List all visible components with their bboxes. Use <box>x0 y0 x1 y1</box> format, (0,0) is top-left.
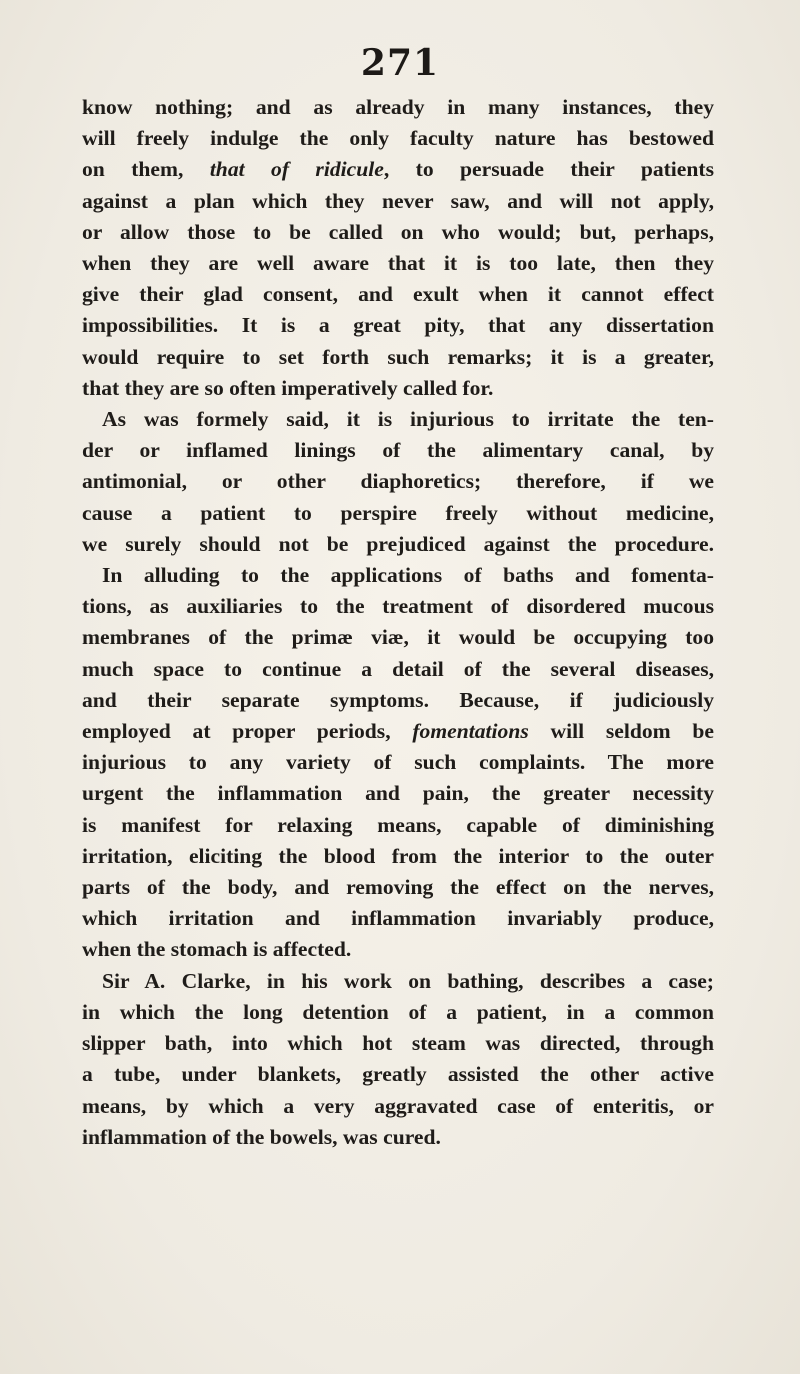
text-line: is manifest for relaxing means, capable of diminishing <box>82 812 714 837</box>
text-segment: will seldom be <box>528 719 714 744</box>
text-line: impossibilities. It is a great pity, that any dissertation <box>82 313 714 338</box>
italic-phrase: that of ridicule <box>209 157 384 182</box>
text-line: when they are well aware that it is too late, then they <box>82 251 714 276</box>
text-line: membranes of the primæ viæ, it would be occupying too <box>82 625 714 650</box>
text-line: In alluding to the applications of baths and fomenta- <box>102 563 714 588</box>
text-line: cause a patient to perspire freely without medicine, <box>82 500 714 525</box>
text-line: when the stomach is affected. <box>82 937 352 962</box>
text-line: give their glad consent, and exult when it cannot effect <box>82 282 714 307</box>
text-segment: , to persuade their patients <box>383 157 714 182</box>
text-line <box>82 716 714 747</box>
text-line: which irritation and inflammation invariably produce, <box>82 906 714 931</box>
text-line: we surely should not be prejudiced against the procedure. <box>82 531 714 556</box>
text-line: that they are so often imperatively called for. <box>82 375 494 400</box>
text-line: would require to set forth such remarks; it is a greater, <box>82 344 714 369</box>
text-line: means, by which a very aggravated case of enteritis, or <box>82 1093 714 1118</box>
text-line: parts of the body, and removing the effect on the nerves, <box>82 875 714 900</box>
text-segment: on them, <box>82 157 210 182</box>
text-line: know nothing; and as already in many instances, they <box>82 95 714 119</box>
text-line: antimonial, or other diaphoretics; therefore, if we <box>82 469 714 494</box>
text-line: against a plan which they never saw, and will not apply, <box>82 188 714 213</box>
text-line: irritation, eliciting the blood from the interior to the outer <box>82 843 714 868</box>
text-line: or allow those to be called on who would; but, perhaps, <box>82 219 714 244</box>
text-line: der or inflamed linings of the alimentary canal, by <box>82 438 714 463</box>
text-line: Sir A. Clarke, in his work on bathing, describes a case; <box>102 968 714 993</box>
text-line: inflammation of the bowels, was cured. <box>82 1124 441 1149</box>
text-line: in which the long detention of a patient, in a common <box>82 999 714 1024</box>
text-line: slipper bath, into which hot steam was directed, through <box>82 1031 714 1056</box>
text-line: urgent the inflammation and pain, the greater necessity <box>82 781 714 806</box>
italic-phrase: fomentations <box>412 719 529 744</box>
text-line: and their separate symptoms. Because, if judiciously <box>82 687 714 712</box>
text-line: injurious to any variety of such complaints. The more <box>82 750 714 775</box>
body-text <box>82 92 714 1153</box>
page-number: 271 <box>360 42 440 84</box>
text-line: As was formely said, it is injurious to irritate the ten- <box>102 407 714 432</box>
text-line: will freely indulge the only faculty nature has bestowed <box>82 126 714 151</box>
text-line: tions, as auxiliaries to the treatment of disordered mucous <box>82 594 714 619</box>
text-line: a tube, under blankets, greatly assisted the other active <box>82 1062 714 1087</box>
text-line <box>82 154 714 185</box>
text-segment: employed at proper periods, <box>82 719 413 744</box>
text-line: much space to continue a detail of the several diseases, <box>82 656 714 681</box>
